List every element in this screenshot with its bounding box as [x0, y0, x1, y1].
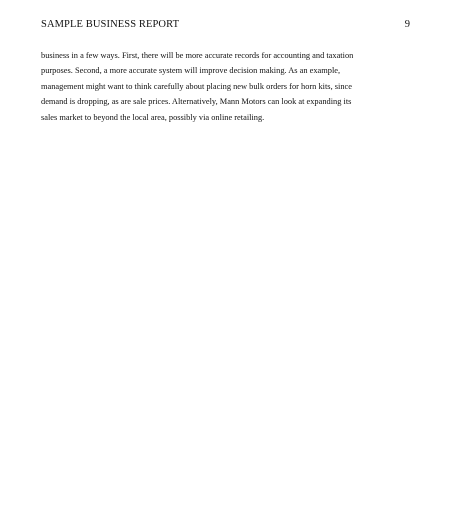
paragraph-line: sales market to beyond the local area, possibly via online retailing. — [41, 112, 265, 122]
paragraph-line: management might want to think carefully about placing new bulk orders for horn kits, since — [41, 81, 352, 91]
paragraph-line: demand is dropping, as are sale prices. Alternatively, Mann Motors can look at expanding its — [41, 97, 352, 107]
body-paragraph — [41, 48, 411, 125]
paragraph-line: business in a few ways. First, there will be more accurate records for accounting and taxation — [41, 51, 354, 60]
running-head: SAMPLE BUSINESS REPORT — [41, 19, 180, 30]
page-number: 9 — [404, 19, 410, 30]
paragraph-line: purposes. Second, a more accurate system will improve decision making. As an example, — [41, 66, 341, 76]
